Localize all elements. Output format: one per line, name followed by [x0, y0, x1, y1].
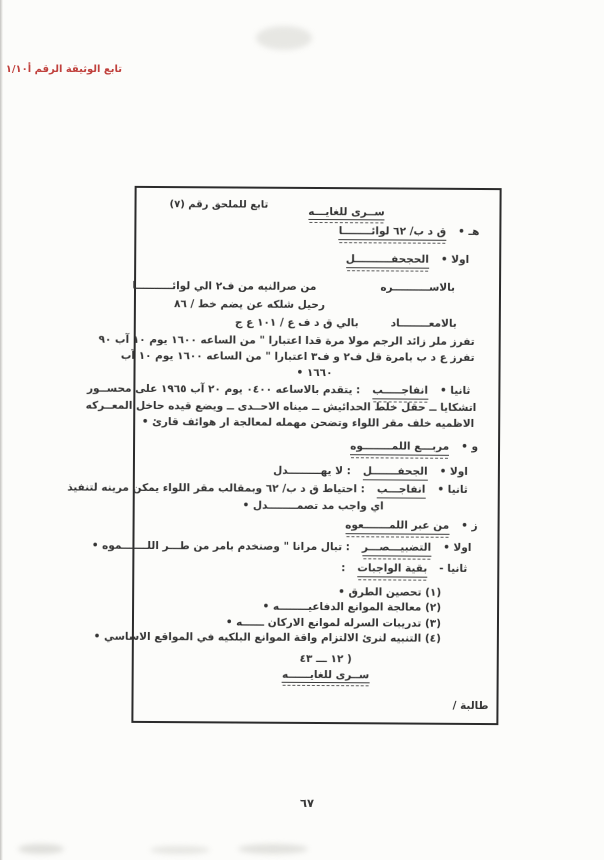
- numbered-item: [94, 631, 441, 646]
- doc-line: [341, 562, 467, 578]
- doc-line: [339, 225, 480, 241]
- footer-block: [282, 653, 370, 684]
- line-text: تفرز ملر زائد الرجم مولا مرة قدا اعتبارا " من الساعه ١٦٠٠ يوم ١٠ آب ٩٠: [98, 333, 475, 348]
- clause-marker: ثانيا •: [437, 483, 468, 496]
- line-label: بالامعــــــــاد: [390, 317, 457, 330]
- doc-line: [132, 280, 455, 295]
- clause-marker: اولا •: [440, 253, 470, 266]
- section-marker: ز •: [461, 519, 478, 532]
- line-text: : لا يهـــــــــدل: [273, 464, 351, 478]
- numbered-item: [338, 586, 441, 600]
- doc-line: [121, 350, 475, 365]
- line-text: بالي ق د ف ع / ١٠١ ع ج: [234, 316, 359, 330]
- doc-line: [242, 500, 383, 514]
- line-text: ١٦٦٠ •: [296, 366, 333, 380]
- appendix-note: تابع للملحق رقم (٧): [169, 199, 269, 211]
- doc-line: [98, 334, 474, 349]
- classification-footer-text: ســرى للغايــــــه: [281, 668, 370, 682]
- scan-artifact: [238, 844, 308, 854]
- line-label: بالاســــــــــره: [380, 281, 456, 294]
- line-text: (٤) التنبيه لنرئ الالتزام واقة الموانع البلكيه في المواقع الاساسي •: [93, 630, 441, 645]
- line-text: اي واجب مد تصمــــــــدل •: [242, 499, 384, 513]
- page-number: ٦٧: [299, 796, 315, 810]
- doc-line: [346, 253, 469, 269]
- classification-footer: [282, 669, 370, 684]
- clause-heading: انفاجـــب: [377, 483, 426, 498]
- section-heading: مربـــع اللمــــــــوه: [350, 440, 449, 456]
- line-text: اتشكايا ــ حقل خلط الحدائيش ــ ميناه الاحــدى ــ ويضع قيده حاخل المعــركه: [85, 399, 477, 414]
- line-text: (١) تحصين الطرق •: [338, 586, 442, 599]
- clause-heading: بقية الواجبات: [357, 562, 427, 577]
- line-text: رحيل شلكه عن يضم خط / ٨٦: [173, 298, 325, 312]
- doc-line: [174, 298, 325, 312]
- clause-heading: الحجحفــــــــــل: [346, 253, 429, 269]
- line-text: :: [341, 562, 346, 575]
- red-archive-stamp: تابع الوثيقة الرقم أ١/١٠: [5, 64, 122, 75]
- line-text: (٣) تدريبات السرله لموانع الاركان ــــــه •: [225, 616, 442, 630]
- clause-marker: اولا •: [439, 465, 468, 478]
- doc-line: [67, 481, 468, 498]
- doc-line: [142, 416, 474, 431]
- line-text: تفرز ع د ب بامرة قل ف٢ و ف٣ اعتبارا " من الساعه ١٦٠٠ يوم ١٠ آب: [120, 349, 475, 364]
- doc-line: [235, 316, 457, 330]
- clause-marker: هـ •: [458, 225, 480, 238]
- classification-header-text: ســرى للغايـــه: [308, 205, 385, 219]
- line-text: (٢) معالجة الموانع الدفاعيــــــــه •: [262, 600, 442, 614]
- clause-heading: الجحفـــــــل: [363, 465, 428, 480]
- line-text: من صرالنيه من ف٢ الي لوائــــــــــا: [132, 279, 317, 293]
- numbered-item: [226, 616, 441, 630]
- signature-line: طالبة /: [452, 699, 489, 713]
- line-text: الاظميه خلف مقر اللواء وتضحن مهمله لمعالجة ار هوائف قارئ •: [141, 415, 475, 430]
- doc-line: [92, 540, 472, 557]
- document-body: [67, 188, 499, 723]
- doc-line: [86, 400, 477, 415]
- numbered-item: [263, 601, 442, 615]
- clause-heading: التضبيـــصـــر: [362, 541, 431, 556]
- line-text: : تبال مرانا " وصنخدم بامر من طـــر اللـــــــموه •: [91, 539, 350, 554]
- line-text: : يتقدم بالاساعه ٠٤٠٠ يوم ٢٠ آب ١٩٦٥ على محســور: [86, 382, 361, 397]
- section-heading: من عبر اللمـــــــعوه: [345, 519, 449, 535]
- scan-artifact: [18, 844, 64, 854]
- scan-artifact: [256, 26, 312, 50]
- doc-line: [87, 383, 471, 400]
- doc-line: [296, 367, 332, 380]
- section-marker: و •: [461, 440, 479, 453]
- clause-marker: اولا •: [443, 541, 472, 554]
- doc-line: [273, 465, 468, 481]
- doc-line: [350, 440, 478, 456]
- clause-marker: ثانيا -: [439, 562, 468, 575]
- clause-heading: ق د ب/ ٦٢ لوائــــــــا: [339, 225, 446, 241]
- scan-edge-shadow: [0, 0, 3, 860]
- clause-marker: ثانيا •: [439, 384, 471, 397]
- copy-reference: ( ١٢ ـــ ٤٣: [299, 652, 352, 666]
- clause-heading: انفاجـــــب: [372, 384, 428, 399]
- doc-line: [345, 519, 477, 535]
- classification-header: [304, 206, 388, 221]
- line-text: : احتياط ق د ب/ ٦٢ وبمقالب مقر اللواء يمكن مرينه لتنفيذ: [67, 481, 365, 496]
- document-frame: [67, 186, 501, 725]
- scan-artifact: [150, 846, 210, 854]
